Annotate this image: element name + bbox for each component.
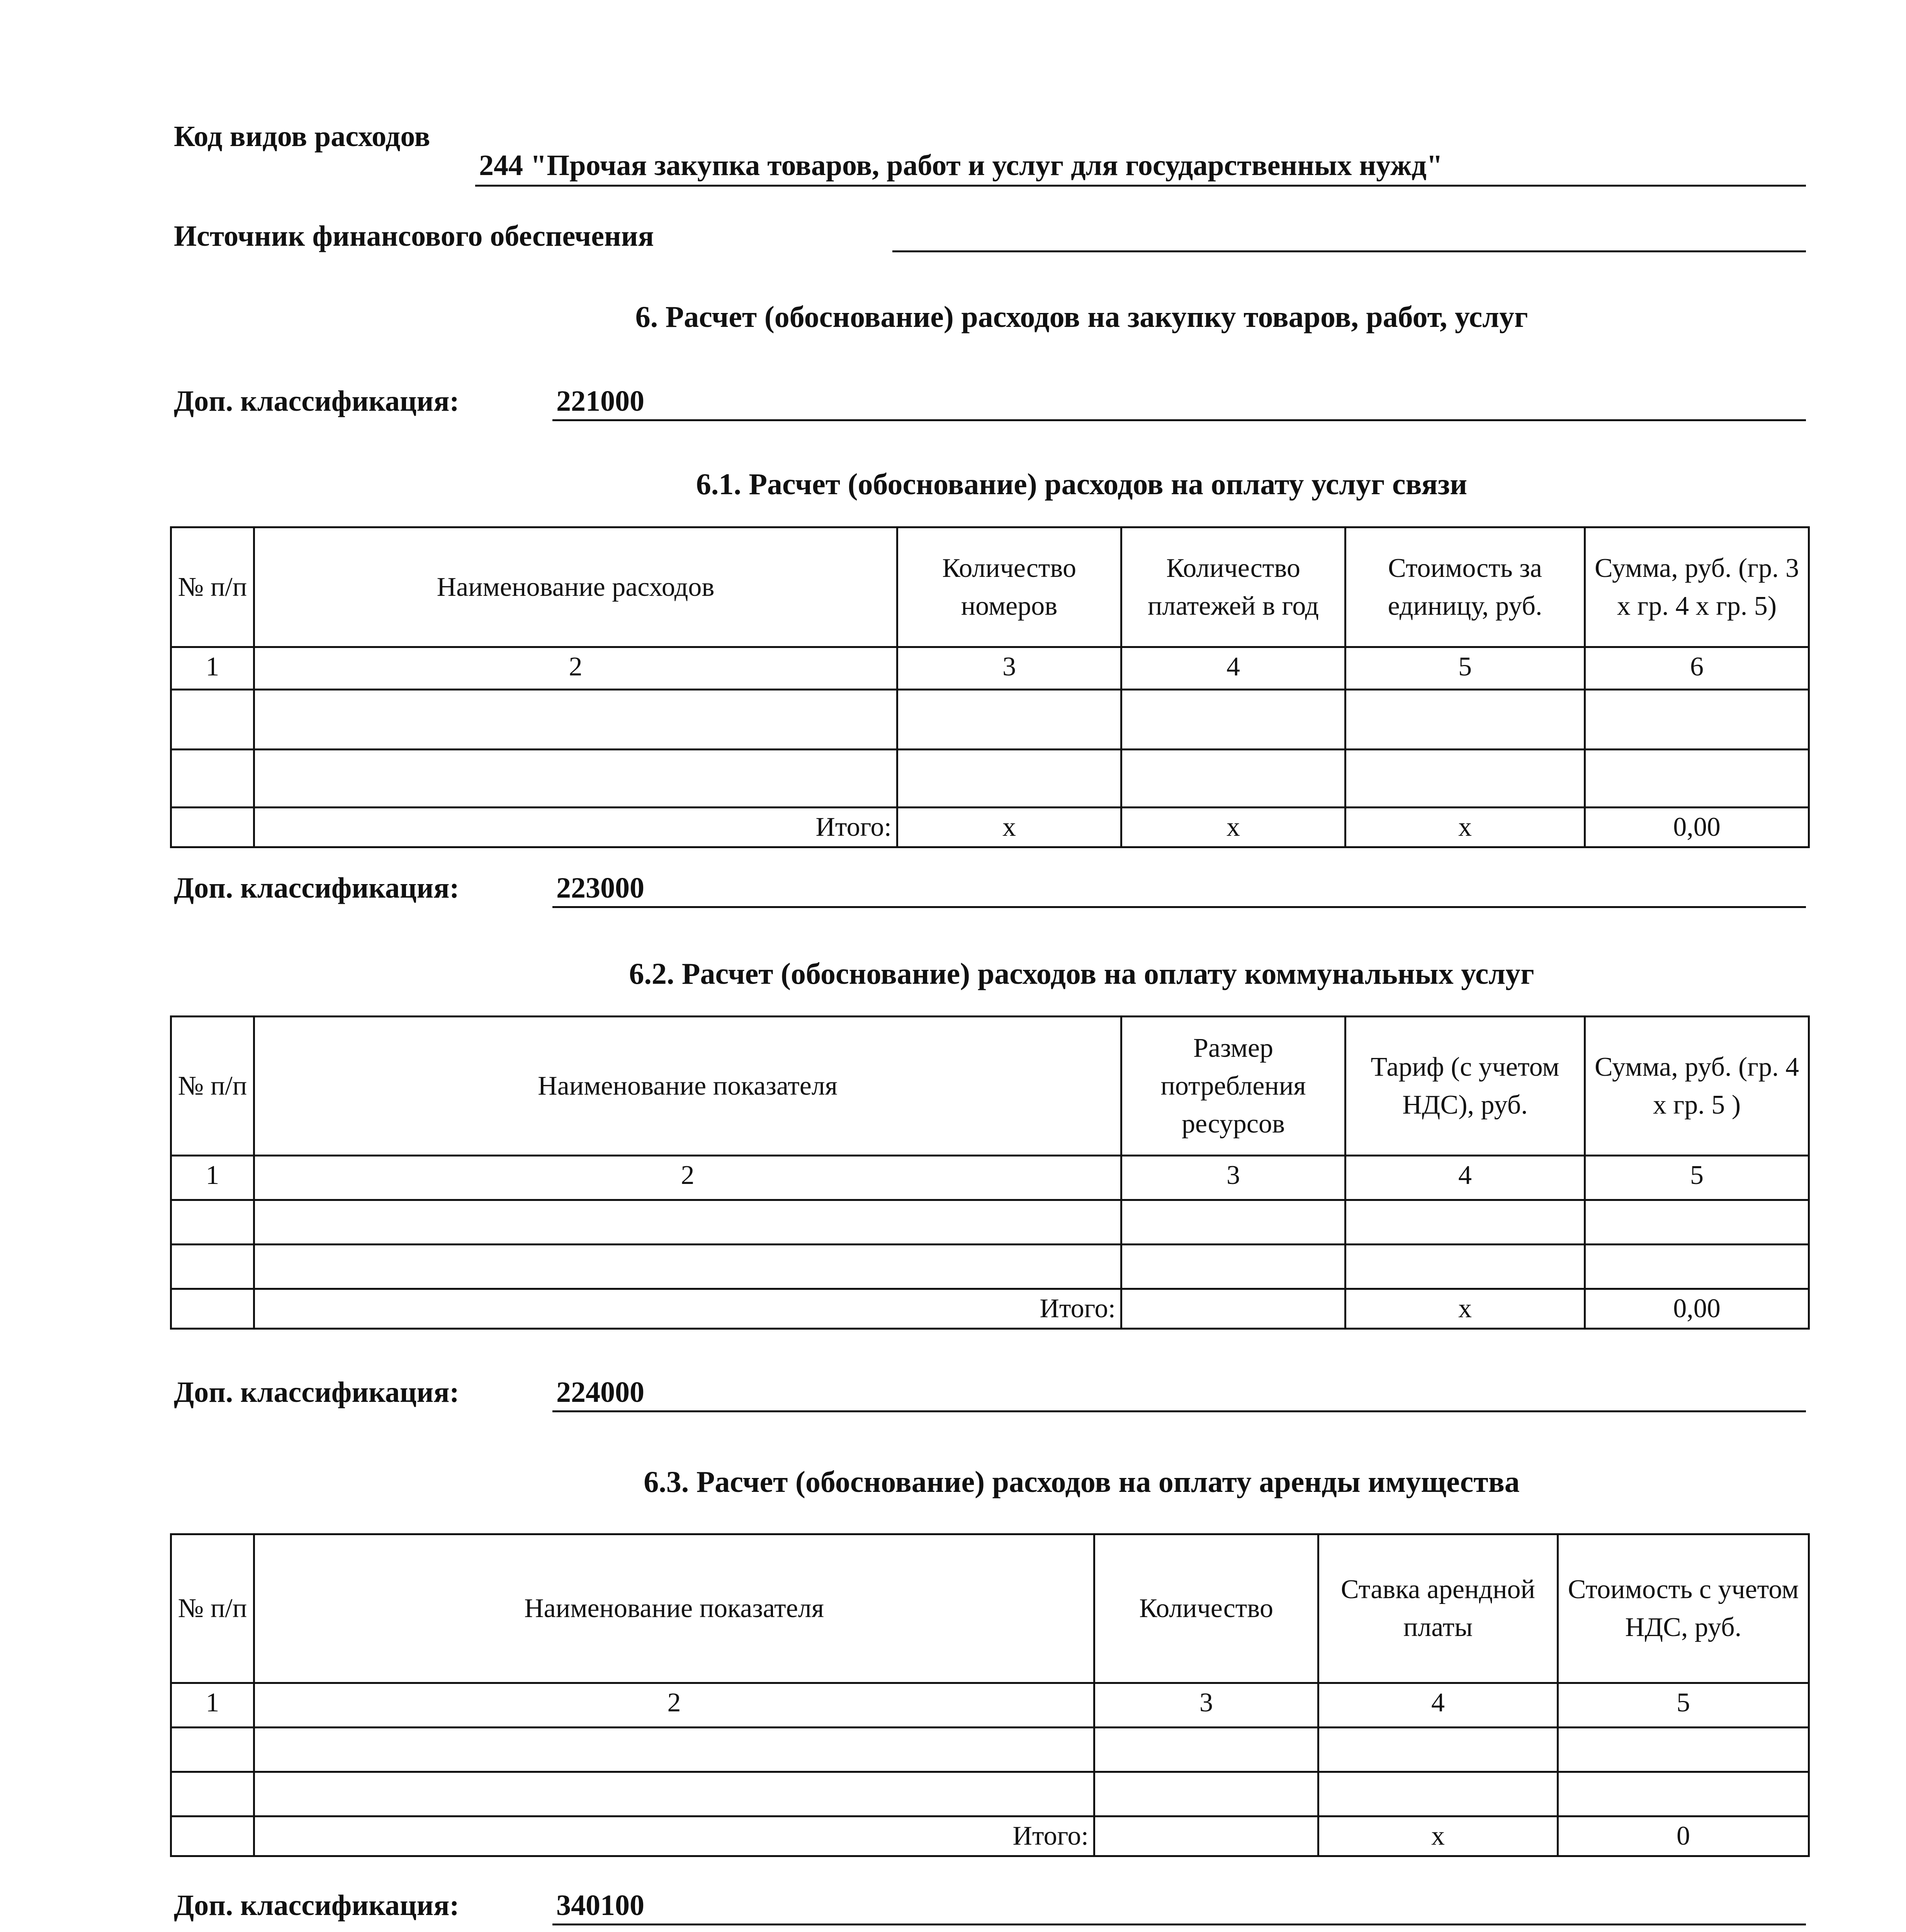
col-header-cost-vat: Стоимость с учетом НДС, руб. xyxy=(1558,1534,1809,1683)
col-number: 1 xyxy=(171,647,254,690)
col-number: 1 xyxy=(171,1156,254,1200)
col-number: 5 xyxy=(1558,1683,1809,1728)
col-number: 4 xyxy=(1318,1683,1558,1728)
col-header-consumption: Размер потребления ресурсов xyxy=(1121,1017,1345,1156)
table-row xyxy=(171,1245,1809,1289)
col-header-num: № п/п xyxy=(171,527,254,647)
total-cell xyxy=(1094,1816,1318,1856)
total-row xyxy=(171,1816,1809,1856)
col-header-quantity: Количество xyxy=(1094,1534,1318,1683)
total-cell: х xyxy=(897,808,1121,847)
table-row xyxy=(171,690,1809,750)
dop-underline-224000 xyxy=(552,1410,1806,1412)
total-cell: х xyxy=(1318,1816,1558,1856)
total-sum: 0 xyxy=(1558,1816,1809,1856)
total-sum: 0,00 xyxy=(1585,808,1809,847)
col-number: 3 xyxy=(1121,1156,1345,1200)
col-number: 4 xyxy=(1121,647,1345,690)
col-number: 2 xyxy=(254,1683,1094,1728)
itogo-label: Итого: xyxy=(254,1289,1121,1329)
dop-code-223000: 223000 xyxy=(556,872,644,904)
dop-label-340100: Доп. классификация: xyxy=(174,1889,459,1922)
dop-underline-221000 xyxy=(552,419,1806,421)
table-row xyxy=(171,750,1809,808)
col-number: 2 xyxy=(254,1156,1121,1200)
kod-vidov-value: 244 "Прочая закупка товаров, работ и услуг для государственных нужд" xyxy=(479,149,1443,182)
section-6-title: 6. Расчет (обоснование) расходов на закупку товаров, работ, услуг xyxy=(635,300,1528,333)
itogo-label: Итого: xyxy=(254,808,897,847)
col-header-num: № п/п xyxy=(171,1017,254,1156)
table-6-3 xyxy=(170,1533,1810,1857)
dop-code-221000: 221000 xyxy=(556,385,644,417)
col-header-name: Наименование показателя xyxy=(254,1534,1094,1683)
kod-vidov-underline xyxy=(475,185,1806,187)
dop-underline-340100 xyxy=(552,1923,1806,1925)
table-6-2 xyxy=(170,1015,1810,1330)
col-header-sum: Сумма, руб. (гр. 3 х гр. 4 х гр. 5) xyxy=(1585,527,1809,647)
section-6-1-title: 6.1. Расчет (обоснование) расходов на оплату услуг связи xyxy=(696,467,1468,501)
dop-label-221000: Доп. классификация: xyxy=(174,385,459,417)
total-row xyxy=(171,808,1809,847)
col-number: 3 xyxy=(1094,1683,1318,1728)
total-cell: х xyxy=(1345,1289,1585,1329)
section-6-2-title: 6.2. Расчет (обоснование) расходов на оплату коммунальных услуг xyxy=(629,957,1534,990)
itogo-label: Итого: xyxy=(254,1816,1094,1856)
dop-label-224000: Доп. классификация: xyxy=(174,1376,459,1408)
dop-label-223000: Доп. классификация: xyxy=(174,872,459,904)
dop-code-340100: 340100 xyxy=(556,1889,644,1922)
col-header-unit-cost: Стоимость за единицу, руб. xyxy=(1345,527,1585,647)
total-sum: 0,00 xyxy=(1585,1289,1809,1329)
col-number: 5 xyxy=(1345,647,1585,690)
table-row xyxy=(171,1772,1809,1816)
col-header-name: Наименование показателя xyxy=(254,1017,1121,1156)
col-header-rent-rate: Ставка арендной платы xyxy=(1318,1534,1558,1683)
total-cell xyxy=(1121,1289,1345,1329)
dop-code-224000: 224000 xyxy=(556,1376,644,1408)
col-number: 4 xyxy=(1345,1156,1585,1200)
table-row xyxy=(171,1728,1809,1772)
col-number: 3 xyxy=(897,647,1121,690)
section-6-3-title: 6.3. Расчет (обоснование) расходов на оплату аренды имущества xyxy=(644,1465,1520,1498)
table-6-1 xyxy=(170,526,1810,848)
col-header-name: Наименование расходов xyxy=(254,527,897,647)
col-header-payments-per-year: Количество платежей в год xyxy=(1121,527,1345,647)
col-header-tariff: Тариф (с учетом НДС), руб. xyxy=(1345,1017,1585,1156)
total-cell: х xyxy=(1345,808,1585,847)
source-underline xyxy=(892,250,1806,252)
table-row xyxy=(171,1200,1809,1245)
col-number: 6 xyxy=(1585,647,1809,690)
total-row xyxy=(171,1289,1809,1329)
total-cell: х xyxy=(1121,808,1345,847)
kod-vidov-label: Код видов расходов xyxy=(174,120,430,153)
dop-underline-223000 xyxy=(552,906,1806,908)
col-number: 5 xyxy=(1585,1156,1809,1200)
col-header-num: № п/п xyxy=(171,1534,254,1683)
col-number: 2 xyxy=(254,647,897,690)
col-header-qty-numbers: Количество номеров xyxy=(897,527,1121,647)
col-header-sum: Сумма, руб. (гр. 4 х гр. 5 ) xyxy=(1585,1017,1809,1156)
source-label: Источник финансового обеспечения xyxy=(174,220,654,252)
col-number: 1 xyxy=(171,1683,254,1728)
